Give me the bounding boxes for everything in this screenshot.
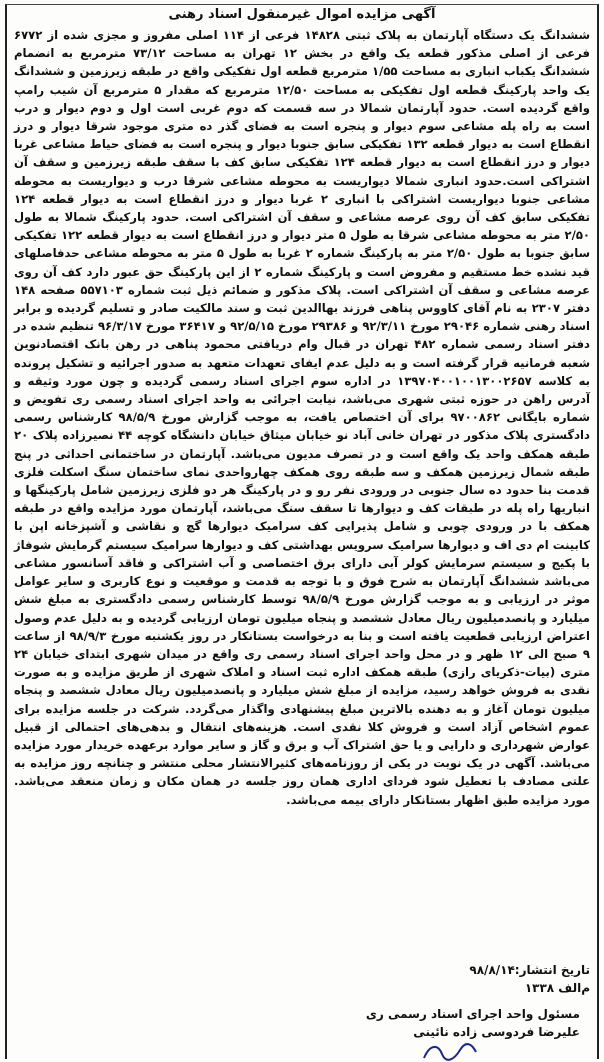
signature-name: علیرضا فردوسی زاده نائینی	[413, 1025, 580, 1039]
notice-title: آگهی مزایده اموال غیرمنقول اسناد رهنی	[168, 7, 436, 22]
publication-date: تاریخ انتشار:۹۸/۸/۱۴	[469, 963, 590, 977]
signature-title: مسئول واحد اجرای اسناد رسمی ری	[365, 1007, 580, 1021]
notice-body: ششدانگ یک دستگاه آپارتمان به پلاک ثبتی ۱۴۸۲۸ فرعی از ۱۱۴ اصلی مفروز و مجزی شده از ۶۷۷۲ فرعی از اصلی مذکور قطعه یک واقع در بخش ۱۲ تهران به مساحت ۷۳/۱۲ مترمربع به انضمام ششدانگ یکباب انباری به مساحت ۱/۵۵ مترمربع قطعه اول تفکیکی واقع در طبقه زیرزمین و ششدانگ یک واحد پارکینگ قطعه اول تفکیکی به مساحت ۱۲/۵۰ مترمربع که مقدار ۵ مترمربع آن شیب رامپ واقع گردیده است. حدود آپارتمان شمالا در سه قسمت که دوم غربی است اول و دوم دیوار و درب است به راه پله مشاعی سوم دیوار و پنجره است به فضای گذر ده متری موجود شرقا دیوار و درز انقطاع است به دیوار قطعه ۱۳۲ تفکیکی سابق جنوبا دیوار و پنجره است به فضای حیاط مشاعی غربا دیوار و درز انقطاع است به دیوار قطعه ۱۲۴ تفکیکی سابق کف با سقف طبقه زیرزمین و سقف آن اشتراکی است.حدود انباری شمالا دیواریست به محوطه مشاعی شرقا درب و دیواریست به محوطه مشاعی جنوبا دیواریست اشتراکی با انباری ۲ غربا دیوار و درز انقطاع است به دیوار قطعه ۱۲۴ تفکیکی سابق کف آن روی عرصه مشاعی و سقف آن اشتراکی است. حدود پارکینگ شمالا به طول ۲/۵۰ متر به محوطه مشاعی شرقا به طول ۵ متر دیوار و درز انقطاع است به دیوار قطعه ۱۲۲ تفکیکی سابق جنوبا به طول ۲/۵۰ متر به پارکینگ شماره ۲ غربا به طول ۵ متر به محوطه مشاعی حدفاصلهای قید نشده خط مستقیم و مفروض است و پارکینگ شماره ۲ از این پارکینگ حق عبور دارد کف آن روی عرصه مشاعی و سقف آن اشتراکی است. پلاک مذکور و ضمائم ذیل ثبت شماره ۵۵۷۱۰۳ صفحه ۱۴۸ دفتر ۲۳۰۷ به نام آقای کاووس پناهی فرزند بهاالدین ثبت و سند مالکیت صادر و تسلیم گردیده و برابر اسناد رهنی شماره ۲۹۰۴۶ مورخ ۹۲/۳/۱۱ و ۲۹۳۸۶ مورخ ۹۲/۵/۱۵ و ۳۶۴۱۷ مورخ ۹۶/۳/۱۷ تنظیم شده در دفتر اسناد رسمی شماره ۴۸۲ تهران در قبال وام دریافتی محمود پناهی در رهن بانک اقتصادنوین شعبه فرمانیه قرار گرفته است و به دلیل عدم ایفای تعهدات متعهد به صدور اجرائیه و تشکیل پرونده به کلاسه ۱۳۹۷۰۴۰۰۱۰۰۱۳۰۰۲۶۵۷ در اداره سوم اجرای اسناد رسمی گردیده و چون مورد وثیقه و آدرس راهن در حوزه ثبتی شهری می‌باشد، نیابت اجرائی به واحد اجرای اسناد رسمی ری تفویض و شماره بایگانی ۹۷۰۰۸۶۲ برای آن اختصاص یافت، به موجب گزارش مورخ ۹۸/۵/۹ کارشناس رسمی دادگستری پلاک مذکور در تهران خانی آباد نو خیابان میثاق خیابان دانشگاه کوچه ۴۴ نصیرزاده پلاک ۲۰ طبقه همکف واحد یک واقع است و در تصرف مدیون می‌باشد. آپارتمان در ساختمانی احداثی در پنج طبقه شمال زیرزمین همکف و سه طبقه روی همکف چهارواحدی نمای ساختمان سنگ اسکلت فلزی قدمت بنا حدود ده سال جنوبی در ورودی نفر رو و در پارکینگ هر دو فلزی زیرزمین شامل پارکینگها و انباریها راه پله در طبقات کف و دیوارها تا سقف سنگ می‌باشد، آپارتمان مورد مزایده واقع در طبقه همکف با در ورودی چوبی و شامل پذیرایی کف سرامیک دیوارها گچ و نقاشی و آشپزخانه اپن با کابینت ام دی اف و دیوارها سرامیک سرویس بهداشتی کف و دیوارها سرامیک سیستم گرمایش شوفاژ با پکیج و سیستم سرمایش کولر آبی دارای برق اختصاصی و آب اشتراکی و فاقد آسانسور مشاعی می‌باشد ششدانگ آپارتمان به شرح فوق و با توجه به قدمت و موقعیت و نوع کاربری و سایر عوامل موثر در ارزیابی و به موجب گزارش مورخ ۹۸/۵/۹ توسط کارشناس رسمی دادگستری به مبلغ شش میلیارد و پانصدمیلیون ریال معادل ششصد و پنجاه میلیون تومان ارزیابی گردیده و به دلیل عدم وصول اعتراض ارزیابی قطعیت یافته است و بنا به درخواست بستانکار در روز یکشنبه مورخ ۹۸/۹/۳ از ساعت ۹ صبح الی ۱۲ ظهر و در محل واحد اجرای اسناد رسمی ری واقع در میدان شهری ابتدای خیابان ۲۴ متری (بیات-ذکریای رازی) طبقه همکف اداره ثبت اسناد و املاک شهری از طریق مزایده و به صورت نقدی به فروش خواهد رسید، مزایده از مبلغ شش میلیارد و پانصدمیلیون ریال معادل ششصد و پنجاه میلیون تومان آغاز و به دهنده بالاترین مبلغ پیشنهادی واگذار می‌گردد. شرکت در جلسه مزایده برای عموم اشخاص آزاد است و فروش کلا نقدی است. هزینه‌های انتقال و بدهی‌های احتمالی از قبیل عوارض شهرداری و دارایی و یا حق اشتراک آب و برق و گاز و سایر موارد برعهده خریدار مورد مزایده می‌باشد. آگهی در یک نوبت در یکی از روزنامه‌های کثیرالانتشار محلی منتشر و چنانچه روز مزایده به علتی مصادف با تعطیل شود فردای اداری همان روز جلسه در همان مکان و زمان منعقد می‌باشد. مورد مزایده طبق اظهار بستانکار دارای بیمه می‌باشد.	[14, 28, 591, 807]
reference-number: م‌الف ۱۳۳۸	[524, 981, 590, 995]
handwritten-mark	[420, 1040, 480, 1062]
